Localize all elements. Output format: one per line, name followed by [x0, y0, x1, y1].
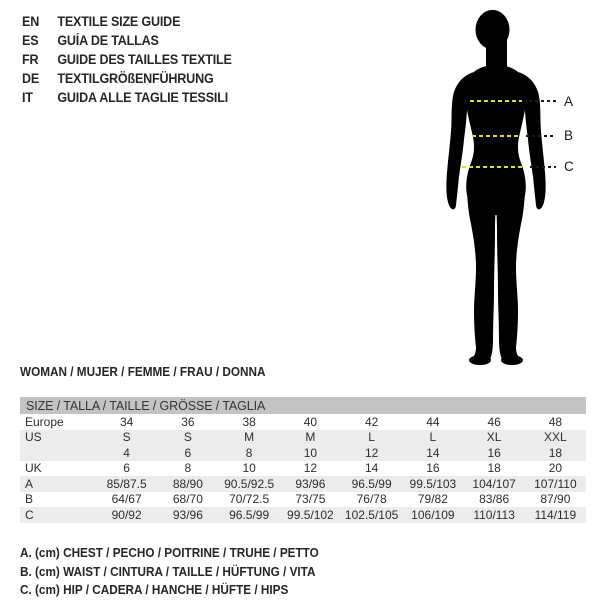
size-cell: 14 — [364, 461, 379, 476]
row-label: A — [25, 476, 34, 491]
size-cell: 79/82 — [417, 492, 448, 507]
woman-silhouette-figure — [435, 5, 557, 370]
size-cell: L — [368, 430, 375, 445]
size-cell: S — [122, 430, 131, 445]
table-row-waist-b — [20, 492, 586, 508]
size-cell: 68/70 — [172, 492, 203, 507]
size-cell: 90/92 — [111, 507, 142, 522]
size-cell: 36 — [181, 414, 195, 429]
table-row-chest-a — [20, 476, 586, 492]
table-row-us — [20, 430, 586, 446]
legend-waist: B. (cm) WAIST / CINTURA / TAILLE / HÜFTUNG / VITA — [20, 564, 316, 579]
table-row-us-numeric — [20, 445, 586, 461]
size-cell: 48 — [548, 414, 563, 429]
row-label: C — [25, 507, 34, 522]
size-table — [20, 397, 586, 523]
language-code: ES — [22, 33, 39, 48]
size-cell: 70/72.5 — [229, 492, 270, 507]
size-cell: 4 — [123, 445, 130, 460]
row-label: B — [25, 492, 34, 507]
row-label: UK — [25, 461, 42, 476]
size-cell: 96.5/99 — [351, 476, 392, 491]
size-cell: 87/90 — [540, 492, 571, 507]
chest-dash-line — [470, 100, 522, 102]
size-cell: L — [429, 430, 437, 445]
language-title-list — [22, 12, 248, 107]
language-code: EN — [22, 14, 40, 29]
size-cell: 114/119 — [534, 507, 577, 522]
size-cell: 42 — [364, 414, 379, 429]
size-cell: 10 — [242, 461, 256, 476]
size-cell: 96.5/99 — [229, 507, 270, 522]
size-cell: 20 — [548, 461, 563, 476]
size-cell: XXL — [544, 430, 567, 445]
measurement-legend — [20, 544, 338, 600]
size-cell: 76/78 — [356, 492, 387, 507]
chest-marker-label: A — [564, 94, 574, 109]
language-title: TEXTILE SIZE GUIDE — [57, 14, 181, 29]
language-code: DE — [22, 71, 40, 86]
size-cell: 93/96 — [295, 476, 326, 491]
size-cell: S — [183, 430, 192, 445]
language-row-de — [22, 69, 232, 88]
language-row-it — [22, 88, 232, 107]
size-cell: XL — [486, 430, 502, 445]
size-cell: 93/96 — [172, 507, 203, 522]
size-cell: 16 — [487, 445, 501, 460]
size-cell: 6 — [184, 445, 192, 460]
language-code: FR — [22, 52, 39, 67]
language-title: GUIDA ALLE TAGLIE TESSILI — [57, 90, 228, 105]
row-label: Europe — [25, 414, 64, 429]
size-cell: 8 — [184, 461, 192, 476]
woman-silhouette-icon — [435, 5, 557, 370]
size-cell: 18 — [487, 461, 501, 476]
size-table-header: SIZE / TALLA / TAILLE / GRÖSSE / TAGLIA — [20, 397, 586, 414]
language-title: GUÍA DE TALLAS — [57, 33, 159, 48]
size-cell: 6 — [123, 461, 130, 476]
size-cell: 99.5/103 — [409, 476, 457, 491]
size-cell: 102.5/105 — [344, 507, 399, 522]
size-cell: 99.5/102 — [287, 507, 334, 522]
size-cell: 12 — [303, 461, 318, 476]
size-cell: 85/87.5 — [106, 476, 147, 491]
size-cell: 46 — [487, 414, 501, 429]
hip-dash-line — [462, 166, 522, 168]
row-label: US — [25, 430, 42, 445]
size-cell: 107/110 — [534, 476, 577, 491]
waist-leader-line — [526, 135, 556, 137]
size-cell: 34 — [119, 414, 134, 429]
size-cell: M — [305, 430, 316, 445]
row-label — [20, 445, 96, 461]
legend-chest: A. (cm) CHEST / PECHO / POITRINE / TRUHE / PETTO — [20, 546, 319, 561]
language-row-en — [22, 12, 232, 31]
language-title: GUIDE DES TAILLES TEXTILE — [57, 52, 232, 67]
language-code: IT — [22, 90, 33, 105]
size-cell: 38 — [242, 414, 256, 429]
hip-marker-label: C — [564, 159, 574, 174]
waist-dash-line — [472, 135, 518, 137]
size-cell: 83/86 — [479, 492, 510, 507]
language-title: TEXTILGRÖßENFÜHRUNG — [57, 71, 214, 86]
waist-marker-label: B — [564, 128, 574, 143]
size-cell: 44 — [426, 414, 440, 429]
size-cell: 64/67 — [111, 492, 142, 507]
legend-hip: C. (cm) HIP / CADERA / HANCHE / HÜFTE / HIPS — [20, 583, 289, 598]
size-cell: 40 — [303, 414, 318, 429]
table-row-europe — [20, 414, 586, 430]
size-cell: 90.5/92.5 — [224, 476, 275, 491]
section-title: WOMAN / MUJER / FEMME / FRAU / DONNA — [20, 365, 266, 379]
size-cell: 104/107 — [472, 476, 516, 491]
hip-leader-line — [530, 166, 556, 168]
size-cell: 18 — [548, 445, 563, 460]
size-cell: 73/75 — [295, 492, 326, 507]
size-table-header-row — [20, 397, 586, 414]
chest-leader-line — [529, 100, 556, 102]
size-cell: 10 — [303, 445, 318, 460]
size-cell: 8 — [245, 445, 253, 460]
size-cell: 110/113 — [473, 507, 515, 522]
language-row-es — [22, 31, 232, 50]
size-cell: 106/109 — [411, 507, 455, 522]
table-row-hip-c — [20, 507, 586, 523]
size-cell: 12 — [364, 445, 379, 460]
size-cell: 14 — [426, 445, 440, 460]
language-row-fr — [22, 50, 232, 69]
size-cell: 88/90 — [172, 476, 203, 491]
table-row-uk — [20, 461, 586, 477]
size-cell: 16 — [426, 461, 440, 476]
size-cell: M — [244, 430, 255, 445]
